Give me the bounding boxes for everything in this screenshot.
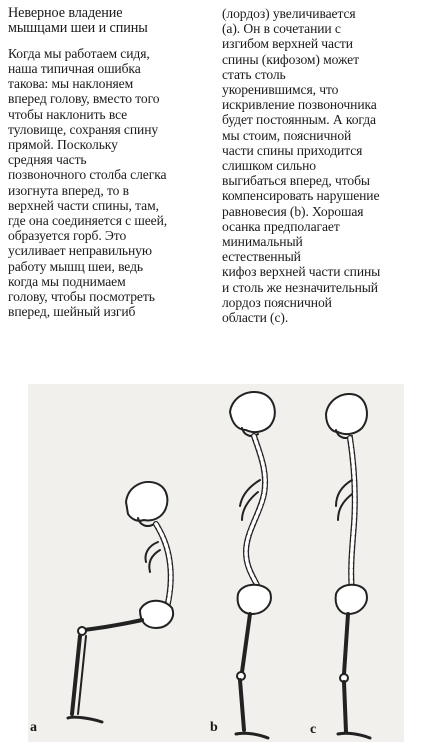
posture-illustration [28,384,404,742]
right-paragraph: (лордоз) увеличивается (а). Он в сочетании с изгибом верхней части спины (кифозом) может стать столь укоренившимся, что искривление позвоночника будет постоянным. А когда мы стоим, поясничной части спины приходится слишком сильно выгибаться вперед, чтобы компенсировать нарушение равновесия (b). Хорошая осанка предполагает минимальный естественный кифоз верхней части спины и столь же незначительный лордоз поясничной области (с). [222,6,381,326]
figure-label-b: b [210,720,218,735]
right-column [222,6,422,325]
skeleton-b-exaggerated [230,392,275,738]
section-heading: Неверное владение мышцами шеи и спины [8,5,148,37]
figure-label-a: a [30,720,37,735]
left-paragraph: Когда мы работаем сидя, наша типичная ошибка такова: мы наклоняем вперед голову, вместо того чтобы наклонить все туловище, сохраняя спину прямой. Поскольку средняя часть позвоночного столба слегка изогнута вперед, то в верхней части спины, там, где она соединяется с шеей, образуется горб. Это усиливает неправильную работу мышц шеи, ведь когда мы поднимаем голову, чтобы посмотреть вперед, шейный изгиб [8,45,168,320]
left-column [8,6,208,319]
skeleton-a-seated [68,482,173,722]
skeleton-drawings [28,384,404,742]
figure-label-c: c [310,722,317,737]
skeleton-c-good [326,394,370,738]
